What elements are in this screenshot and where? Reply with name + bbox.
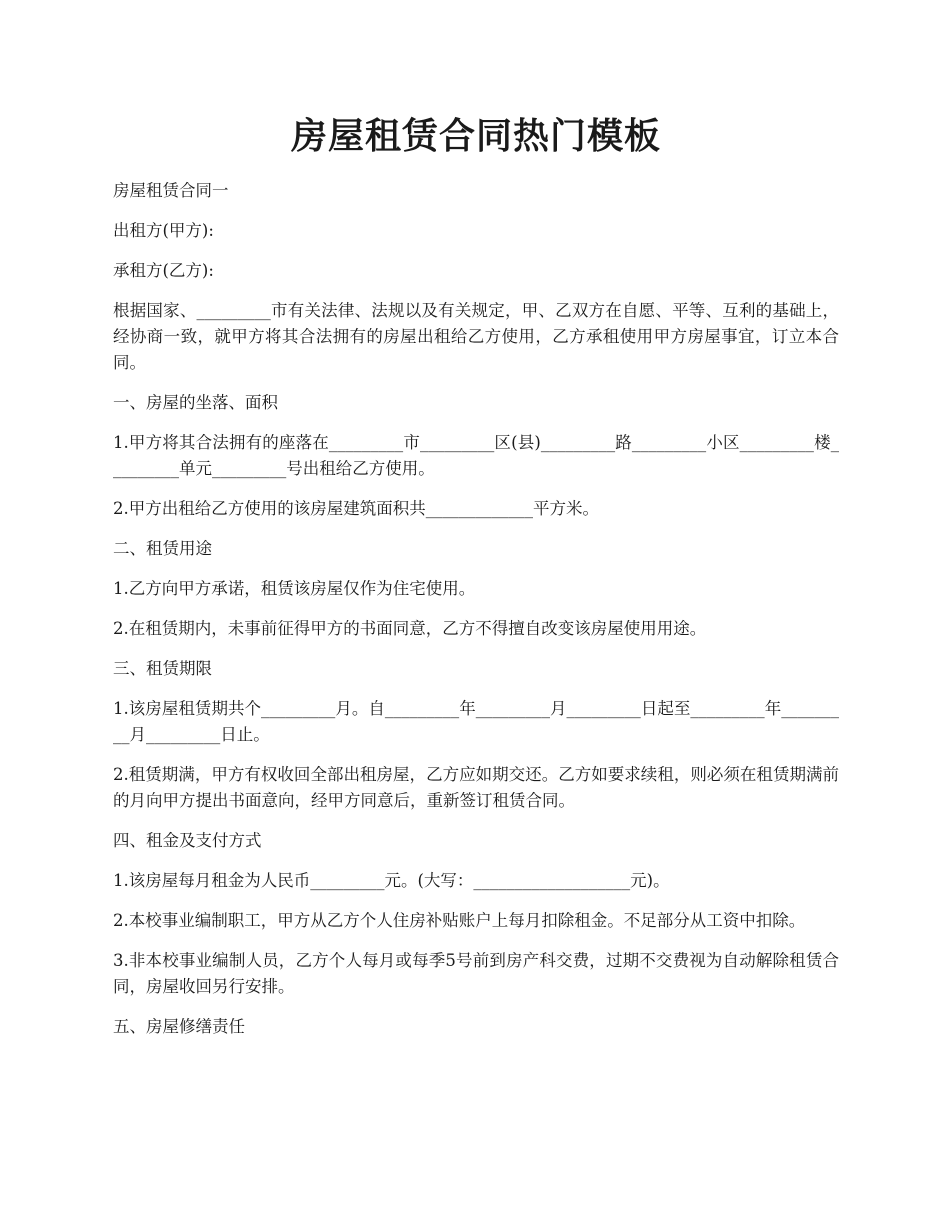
section-heading: 一、房屋的坐落、面积 [113, 393, 278, 412]
clause-paragraph: 1.甲方将其合法拥有的座落在_________市_________区(县)_________路_________小区_________楼_________单元_________号出租给乙方使用。 [113, 433, 839, 478]
clause-paragraph: 2.本校事业编制职工，甲方从乙方个人住房补贴账户上每月扣除租金。不足部分从工资中扣除。 [113, 911, 806, 930]
clause-paragraph: 2.在租赁期内，未事前征得甲方的书面同意，乙方不得擅自改变该房屋使用用途。 [113, 619, 707, 638]
clause-paragraph: 1.该房屋租赁期共个_________月。自_________年_________月_________日起至_________年_________月_________日止。 [113, 699, 839, 744]
clause-paragraph: 3.非本校事业编制人员，乙方个人每月或每季5号前到房产科交费，过期不交费视为自动解除租赁合同，房屋收回另行安排。 [113, 951, 839, 996]
lessor-field: 出租方(甲方): [113, 221, 214, 240]
contract-heading: 房屋租赁合同一 [113, 181, 229, 200]
section-heading: 三、租赁期限 [113, 659, 212, 678]
section-heading: 五、房屋修缮责任 [113, 1017, 245, 1036]
section-heading: 四、租金及支付方式 [113, 831, 262, 850]
document-title: 房屋租赁合同热门模板 [290, 115, 661, 157]
clause-paragraph: 2.甲方出租给乙方使用的该房屋建筑面积共_____________平方米。 [113, 499, 599, 518]
clause-paragraph: 1.乙方向甲方承诺，租赁该房屋仅作为住宅使用。 [113, 579, 476, 598]
lessee-field: 承租方(乙方): [113, 261, 214, 280]
clause-paragraph: 1.该房屋每月租金为人民币_________元。(大写：___________________元)。 [113, 871, 670, 890]
document-body [113, 178, 839, 1054]
preamble-paragraph: 根据国家、_________市有关法律、法规以及有关规定，甲、乙双方在自愿、平等、互利的基础上，经协商一致，就甲方将其合法拥有的房屋出租给乙方使用，乙方承租使用甲方房屋事宜，订立本合同。 [113, 301, 839, 372]
clause-paragraph: 2.租赁期满，甲方有权收回全部出租房屋，乙方应如期交还。乙方如要求续租，则必须在租赁期满前的月向甲方提出书面意向，经甲方同意后，重新签订租赁合同。 [113, 765, 839, 810]
section-heading: 二、租赁用途 [113, 539, 212, 558]
